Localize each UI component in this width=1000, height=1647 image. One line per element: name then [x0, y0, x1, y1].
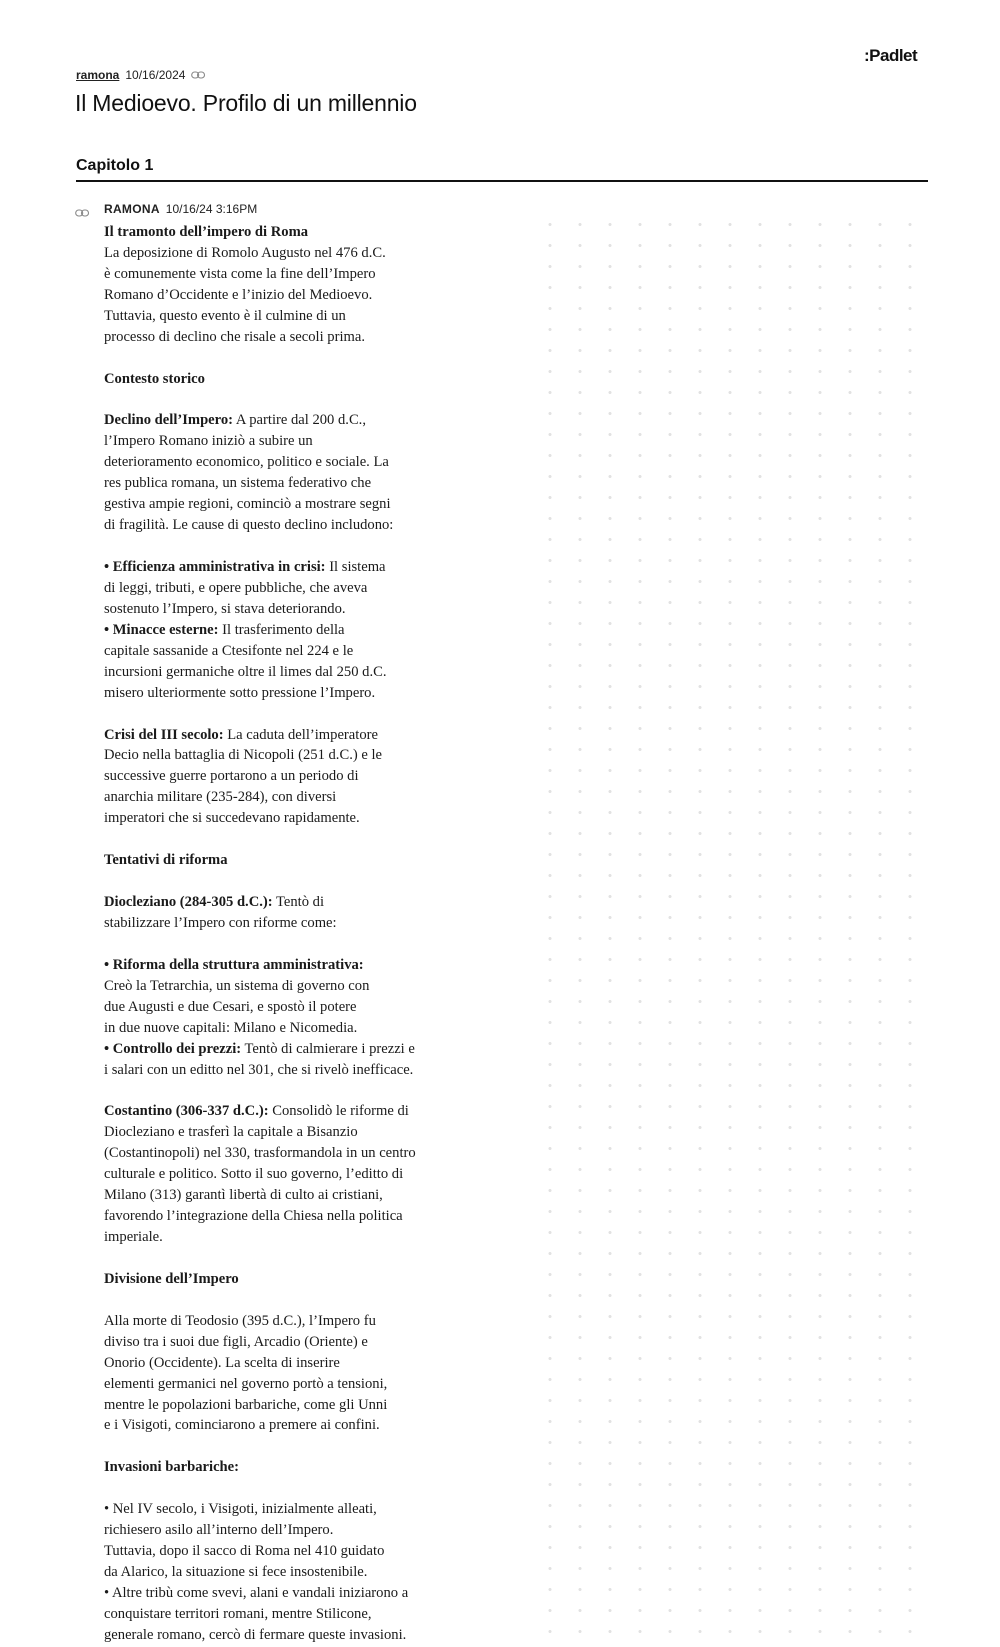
- text-line: sostenuto l’Impero, si stava deteriorando.: [104, 600, 346, 617]
- text-line: • Nel IV secolo, i Visigoti, inizialmente alleati,: [104, 1501, 377, 1518]
- post-timestamp: 10/16/24 3:16PM: [165, 202, 258, 216]
- post-meta: [104, 202, 257, 216]
- text-line: Creò la Tetrarchia, un sistema di governo con: [104, 977, 370, 994]
- text-line: Invasioni barbariche:: [104, 1459, 240, 1476]
- text-line: è comunemente vista come la fine dell’Impero: [104, 265, 376, 282]
- text-line: Alla morte di Teodosio (395 d.C.), l’Impero fu: [104, 1312, 376, 1329]
- text-line: misero ulteriormente sotto pressione l’Impero.: [104, 684, 376, 701]
- blank-line: [104, 871, 504, 892]
- text-line: gestiva ampie regioni, cominciò a mostrare segni: [104, 496, 391, 513]
- text-line: i salari con un editto nel 301, che si rivelò inefficace.: [104, 1061, 414, 1078]
- text-line: deterioramento economico, politico e sociale. La: [104, 454, 389, 471]
- text-line: (Costantinopoli) nel 330, trasformandola in un centro: [104, 1145, 416, 1162]
- text-line: anarchia militare (235-284), con diversi: [104, 789, 337, 806]
- blank-line: [104, 1436, 504, 1457]
- padlet-logo[interactable]: :Padlet: [864, 46, 918, 65]
- text-line: in due nuove capitali: Milano e Nicomedia.: [104, 1019, 358, 1036]
- text-line: Divisione dell’Impero: [104, 1270, 239, 1287]
- text-line: Costantino (306-337 d.C.): Consolidò le riforme di: [104, 1103, 409, 1120]
- text-line: Milano (313) garantì libertà di culto ai cristiani,: [104, 1187, 383, 1204]
- text-line: La deposizione di Romolo Augusto nel 476 d.C.: [104, 244, 386, 261]
- blank-line: [104, 348, 504, 369]
- post-text: [104, 243, 504, 1646]
- text-line: favorendo l’integrazione della Chiesa nella politica: [104, 1208, 403, 1225]
- padlet-meta: [76, 68, 206, 82]
- text-line: culturale e politico. Sotto il suo governo, l’editto di: [104, 1166, 404, 1183]
- text-line: e i Visigoti, cominciarono a premere ai confini.: [104, 1417, 380, 1434]
- text-line: • Riforma della struttura amministrativa:: [104, 956, 364, 973]
- post-link-icon[interactable]: [75, 205, 90, 223]
- blank-line: [104, 390, 504, 411]
- text-line: Tuttavia, questo evento è il culmine di un: [104, 307, 346, 324]
- blank-line: [104, 1080, 504, 1101]
- blank-line: [104, 1290, 504, 1311]
- text-line: • Controllo dei prezzi: Tentò di calmierare i prezzi e: [104, 1040, 415, 1057]
- text-line: Diocleziano (284-305 d.C.): Tentò di: [104, 894, 325, 910]
- text-line: da Alarico, la situazione si fece insostenibile.: [104, 1564, 368, 1580]
- text-line: elementi germanici nel governo portò a tensioni,: [104, 1375, 388, 1392]
- text-line: capitale sassanide a Ctesifonte nel 224 e le: [104, 642, 354, 659]
- text-line: Romano d’Occidente e l’inizio del Medioevo.: [104, 286, 373, 303]
- text-line: Crisi del III secolo: La caduta dell’imperatore: [104, 726, 378, 743]
- text-line: Tuttavia, dopo il sacco di Roma nel 410 guidato: [104, 1543, 385, 1560]
- text-line: res publica romana, un sistema federativo che: [104, 475, 372, 492]
- text-line: di leggi, tributi, e opere pubbliche, che aveva: [104, 579, 368, 596]
- blank-line: [104, 1478, 504, 1499]
- text-line: • Altre tribù come svevi, alani e vandali iniziarono a: [104, 1584, 409, 1601]
- post-author: RAMONA: [104, 202, 160, 216]
- text-line: due Augusti e due Cesari, e spostò il potere: [104, 998, 357, 1015]
- text-line: richiesero asilo all’interno dell’Impero.: [104, 1522, 334, 1539]
- text-line: Contesto storico: [104, 370, 205, 387]
- blank-line: [104, 704, 504, 725]
- text-line: processo di declino che risale a secoli prima.: [104, 328, 365, 345]
- text-line: Decio nella battaglia di Nicopoli (251 d.C.) e le: [104, 747, 383, 764]
- text-line: incursioni germaniche oltre il limes dal 250 d.C.: [104, 663, 387, 680]
- blank-line: [104, 1248, 504, 1269]
- text-line: Declino dell’Impero: A partire dal 200 d.C.,: [104, 412, 366, 429]
- link-icon[interactable]: [191, 71, 206, 79]
- text-line: successive guerre portarono a un periodo di: [104, 768, 359, 785]
- page-title: Il Medioevo. Profilo di un millennio: [75, 90, 417, 116]
- dot-grid-background: [535, 214, 935, 1644]
- text-line: • Efficienza amministrativa in crisi: Il sistema: [104, 559, 386, 575]
- text-line: l’Impero Romano iniziò a subire un: [104, 433, 313, 450]
- text-line: generale romano, cercò di fermare queste invasioni.: [104, 1626, 407, 1643]
- created-date: 10/16/2024: [125, 68, 186, 82]
- text-line: Tentativi di riforma: [104, 852, 228, 869]
- text-line: mentre le popolazioni barbariche, come gli Unni: [104, 1396, 388, 1413]
- blank-line: [104, 536, 504, 557]
- text-line: conquistare territori romani, mentre Stilicone,: [104, 1605, 372, 1622]
- text-line: imperatori che si succedevano rapidamente.: [104, 810, 360, 827]
- text-line: • Minacce esterne: Il trasferimento della: [104, 621, 345, 638]
- text-line: stabilizzare l’Impero con riforme come:: [104, 914, 337, 931]
- post-body: [104, 222, 504, 1646]
- blank-line: [104, 934, 504, 955]
- text-line: Diocleziano e trasferì la capitale a Bisanzio: [104, 1124, 358, 1141]
- blank-line: [104, 829, 504, 850]
- author-link[interactable]: ramona: [76, 68, 120, 82]
- text-line: Onorio (Occidente). La scelta di inserire: [104, 1354, 340, 1371]
- text-line: diviso tra i suoi due figli, Arcadio (Oriente) e: [104, 1333, 368, 1350]
- section-divider: [76, 180, 928, 182]
- section-title: Capitolo 1: [76, 157, 154, 174]
- text-line: di fragilità. Le cause di questo declino includono:: [104, 517, 394, 534]
- text-line: imperiale.: [104, 1229, 163, 1245]
- post-title: Il tramonto dell’impero di Roma: [104, 224, 309, 240]
